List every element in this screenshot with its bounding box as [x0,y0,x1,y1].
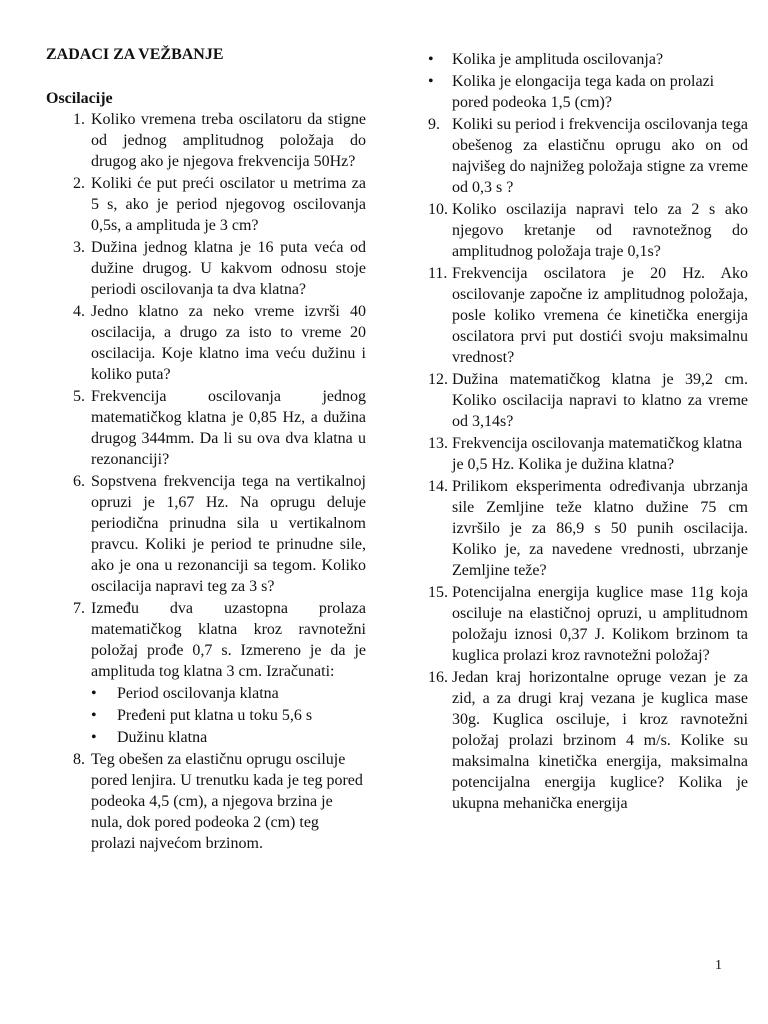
bullet-item [91,705,366,726]
bullet-text: Period oscilovanja klatna [117,685,279,702]
question-text: Dužina jednog klatna je 16 puta veća od dužine drugog. U kakvom odnosu stoje periodi oscilovanja ta dva klatna? [91,239,366,298]
question-text: Koliko vremena treba oscilatoru da stigne od jednog amplitudnog položaja do drugog ako je njegova frekvencija 50Hz? [91,111,366,170]
question-list-left [46,109,366,854]
bullet-icon: • [91,729,97,746]
bullet-text: Kolika je elongacija tega kada on prolazi pored podeoka 1,5 (cm)? [452,73,715,111]
question-item [46,471,366,597]
question-item [428,476,748,581]
bullet-item [382,71,748,113]
right-column [428,48,748,815]
question-item [428,369,748,432]
bullet-text: Pređeni put klatna u toku 5,6 s [117,707,313,724]
question-number: 15. [428,584,448,601]
question-number: 9. [428,116,440,133]
question-item [428,433,748,475]
question-item [46,598,366,748]
question-text: Frekvencija oscilovanja jednog matematičkog klatna je 0,85 Hz, a dužina drugog 344mm. Da li su ova dva klatna u rezonanciji? [91,388,366,468]
document-title: ZADACI ZA VEŽBANJE [46,46,224,63]
question-text: Jedno klatno za neko vreme izvrši 40 oscilacija, a drugo za isto to vreme 20 oscilacija. Koje klatno ima veću dužinu i koliko puta? [91,303,366,383]
question-item [428,667,748,814]
question-number: 16. [428,669,448,686]
question-number: 4. [73,303,85,320]
question-text: Između dva uzastopna prolaza matematičkog klatna kroz ravnotežni položaj prođe 0,7 s. Izmereno je da je amplituda tog klatna 3 cm. Izračunati: [91,600,366,680]
bullet-item [91,683,366,704]
question-number: 8. [73,751,85,768]
question-item [428,263,748,368]
bullet-icon: • [91,707,97,724]
question-text: Potencijalna energija kuglice mase 11g koja osciluje na elastičnoj opruzi, u amplitudnom položaju iznosi 0,37 J. Kolikom brzinom ta kuglica prolazi kroz ravnotežni položaj? [452,584,748,664]
bullet-list [382,49,748,113]
page-number: 1 [715,958,722,973]
question-number: 7. [73,600,85,617]
bullet-icon: • [428,51,434,68]
question-item [428,199,748,262]
bullet-icon: • [428,73,434,90]
question-item [46,237,366,300]
question-item [46,749,366,854]
bullet-text: Dužinu klatna [117,729,208,746]
question-text: Sopstvena frekvencija tega na vertikalnoj opruzi je 1,67 Hz. Na oprugu deluje periodična prinudna sila u vertikalnom pravcu. Koliki je period te prinudne sile, ako je ona u rezonanciji sa tegom. Koliko oscilacija napravi teg za 3 s? [91,473,366,595]
question-number: 1. [73,111,85,128]
question-text: Jedan kraj horizontalne opruge vezan je za zid, a za drugi kraj vezana je kuglica mase 30g. Kuglica osciluje, i kroz ravnotežni položaj prolazi brzinom 4 m/s. Kolike su maksimalna kinetička energija, maksimalna potencijalna energija kuglice? Kolika je ukupna mehanička energija [452,669,748,812]
question-number: 13. [428,435,448,452]
question-number: 3. [73,239,85,256]
bullet-text: Kolika je amplituda oscilovanja? [452,51,664,68]
bullet-item [91,727,366,748]
question-number: 5. [73,388,85,405]
section-title: Oscilacije [46,90,113,107]
left-column [46,44,366,855]
question-number: 11. [428,265,448,282]
question-item [46,386,366,470]
bullet-item [382,49,748,70]
question-text: Koliki će put preći oscilator u metrima za 5 s, ako je period njegovog oscilovanja 0,5s, a amplituda je 3 cm? [91,175,366,234]
question-text: Teg obešen za elastičnu oprugu osciluje pored lenjira. U trenutku kada je teg pored podeoka 4,5 (cm), a njegova brzina je nula, dok pored podeoka 2 (cm) teg prolazi najvećom brzinom. [91,751,363,852]
question-item [428,114,748,198]
question-number: 6. [73,473,85,490]
question-number: 2. [73,175,85,192]
question-text: Koliko oscilazija napravi telo za 2 s ako njegovo kretanje od ravnotežnog do amplitudnog položaja traje 0,1s? [452,201,748,260]
question-list-right [428,114,748,814]
bullet-list [91,683,366,748]
question-item [46,301,366,385]
question-item [46,173,366,236]
question-text: Dužina matematičkog klatna je 39,2 cm. Koliko oscilacija napravi to klatno za vreme od 3,14s? [452,371,748,430]
question-text: Frekvencija oscilatora je 20 Hz. Ako oscilovanje započne iz amplitudnog položaja, posle koliko vremena će kinetička energija oscilatora prvi put dostići svoju maksimalnu vrednost? [452,265,748,366]
bullet-icon: • [91,685,97,702]
question-text: Frekvencija oscilovanja matematičkog klatna je 0,5 Hz. Kolika je dužina klatna? [452,435,743,473]
question-text: Prilikom eksperimenta određivanja ubrzanja sile Zemljine teže klatno dužine 75 cm izvršilo je za 86,9 s 50 punih oscilacija. Koliko je, za navedene vrednosti, ubrzanje Zemljine teže? [452,478,748,579]
question-number: 12. [428,371,448,388]
question-item [46,109,366,172]
question-item [428,582,748,666]
question-text: Koliki su period i frekvencija oscilovanja tega obešenog za elastičnu oprugu ako on od najvišeg do najnižeg položaja stigne za vreme od 0,3 s ? [452,116,748,196]
question-number: 14. [428,478,448,495]
question-number: 10. [428,201,448,218]
